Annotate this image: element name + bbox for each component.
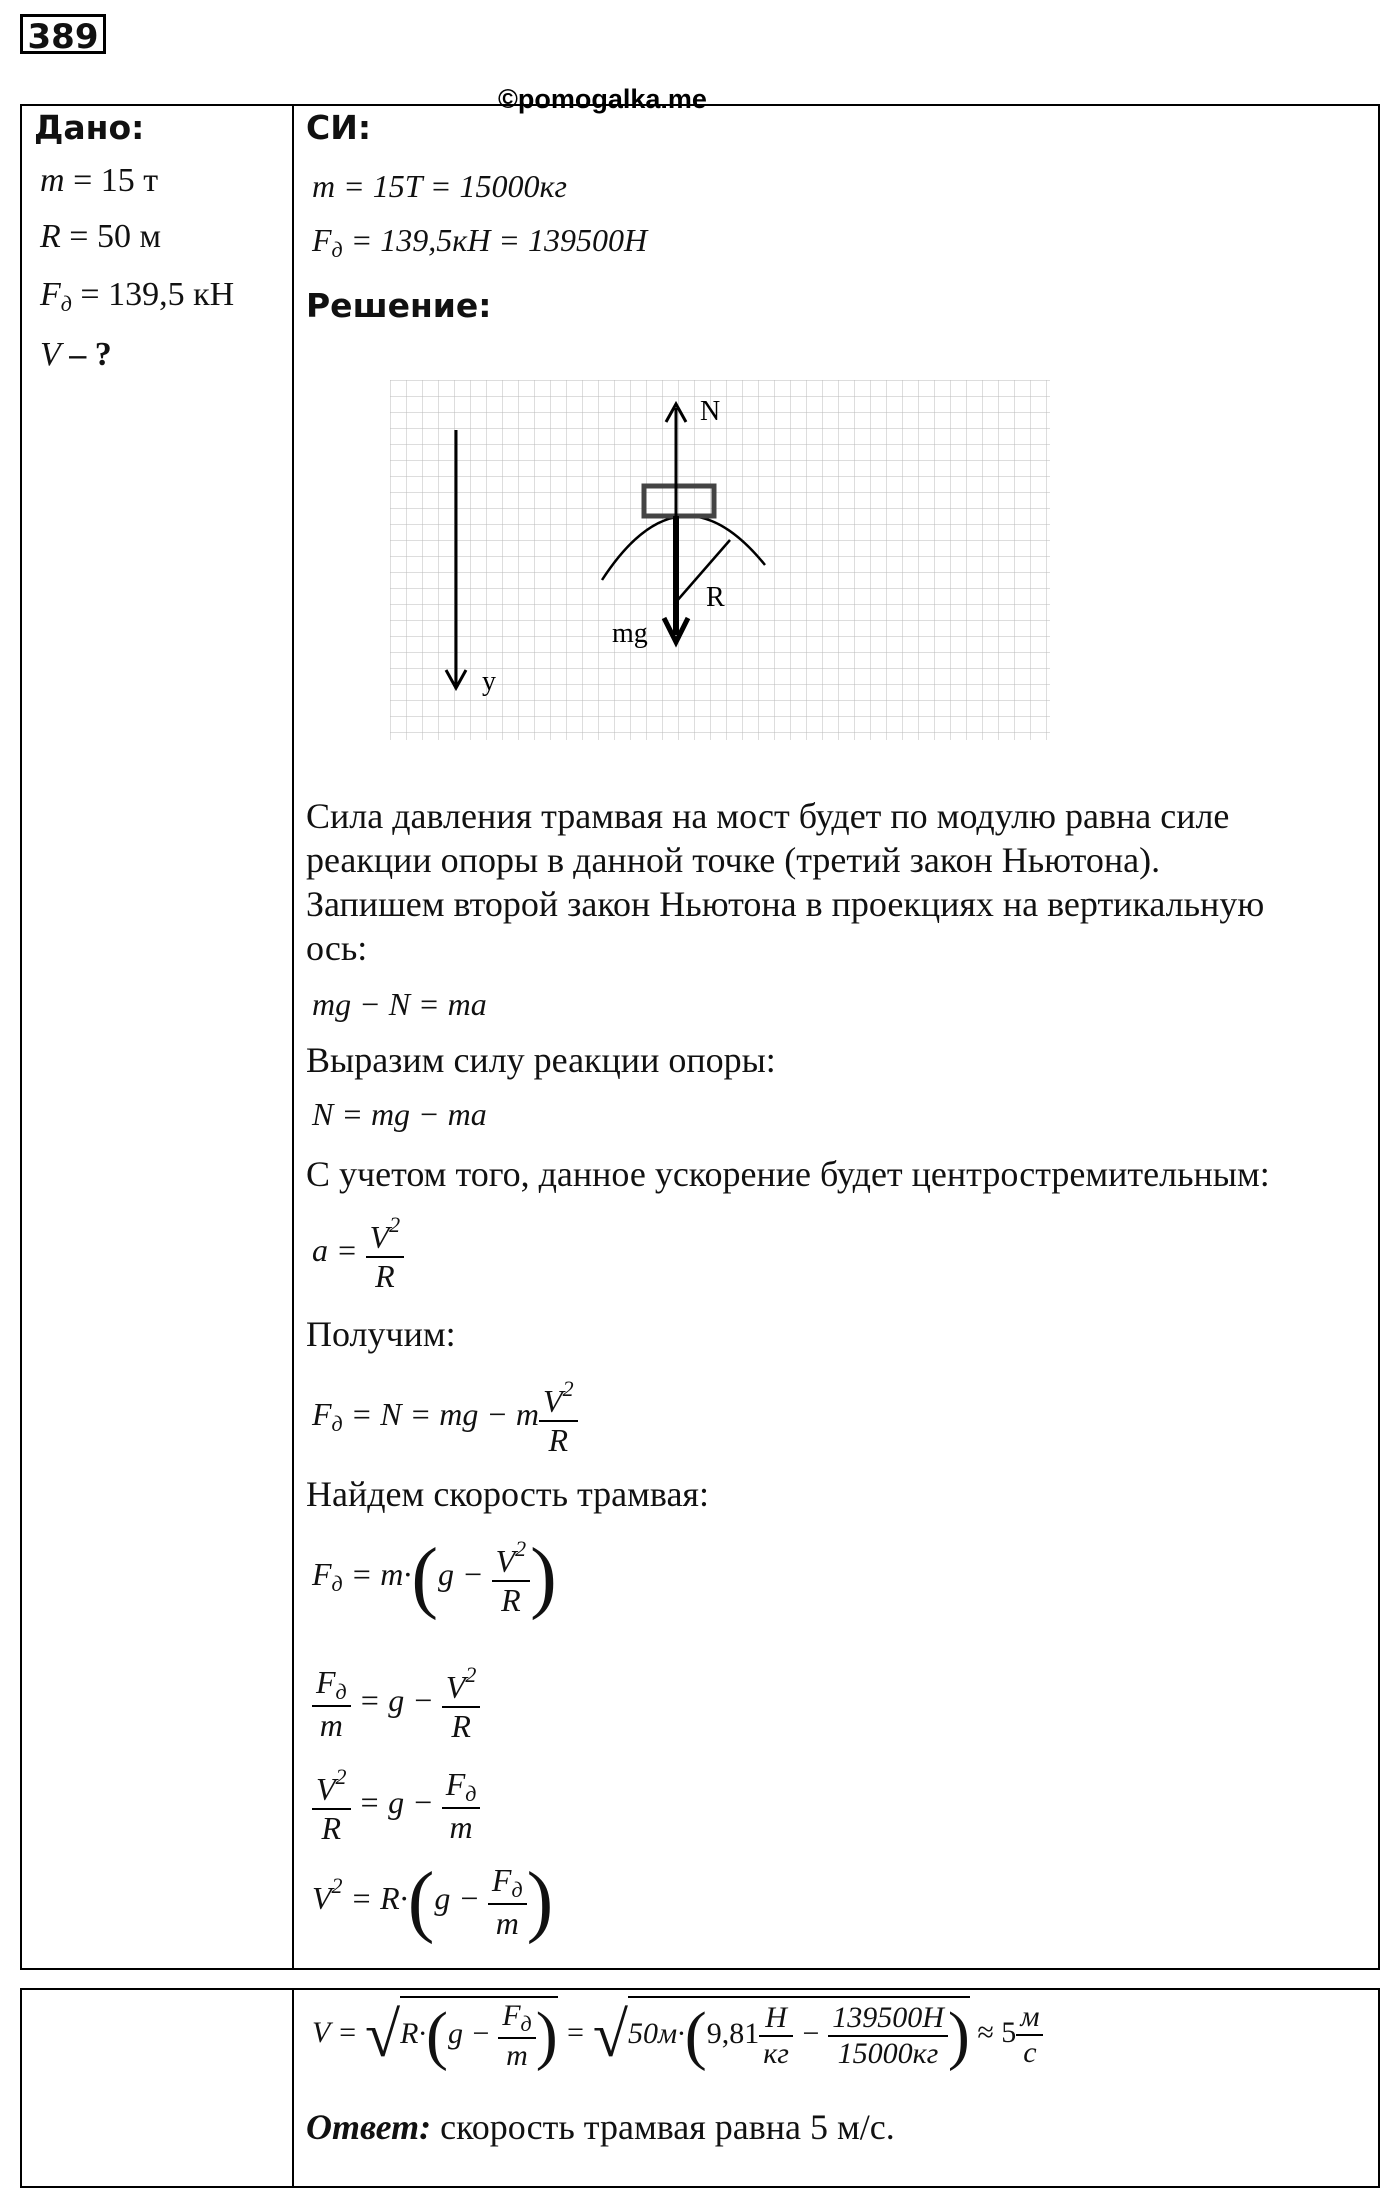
equation-3: $F_д = N$ = mg − m $\frac{V^2}{R}$ — [312, 1376, 578, 1459]
watermark: ©pomogalka.me — [498, 84, 707, 114]
equation-6: $\frac{V^2}{R}$ = g − $\frac{F_д}{m}$ — [312, 1764, 480, 1847]
given-radius: R = 50 м — [40, 218, 161, 255]
si-force: $F_д = 139,5кН = 139500Н$ — [312, 222, 648, 262]
equation-4: $F_д = m\cdot(g$ − $\frac{V^2}{R}$ ) — [312, 1533, 557, 1621]
answer-label: Ответ: — [306, 2107, 432, 2147]
text-centripetal: С учетом того, данное ускорение будет центростремительным: — [306, 1154, 1270, 1194]
n-label: N — [700, 396, 721, 427]
text-express-reaction: Выразим силу реакции опоры: — [306, 1040, 776, 1080]
final-equation: V = √R·(g − $\frac{F_д}{m}$ ) = √50м·(9,81 $\frac{Н}{кг}$ − $\frac{139500Н}{15000кг}$ ) ≈ 5 $\frac{м}{с}$ — [312, 1996, 1043, 2074]
text-obtain: Получим: — [306, 1314, 456, 1354]
paragraph-line-4: ось: — [306, 928, 368, 968]
si-heading: СИ: — [306, 108, 372, 147]
y-label: y — [482, 666, 496, 697]
equation-2: N = mg − ma — [312, 1096, 487, 1132]
mg-label: mg — [612, 618, 648, 649]
text-find-speed: Найдем скорость трамвая: — [306, 1474, 709, 1514]
force-diagram — [390, 380, 1070, 750]
column-divider — [292, 106, 294, 1968]
r-label: R — [706, 582, 725, 613]
equation-5: $\frac{F_д}{m}$ = g − $\frac{V^2}{R}$ — [312, 1662, 480, 1745]
given-heading: Дано: — [34, 108, 145, 147]
paragraph-line-2: реакции опоры в данной точке (третий закон Ньютона). — [306, 840, 1161, 880]
problem-number: 389 — [20, 14, 106, 54]
answer-line — [306, 2106, 895, 2148]
equation-7: $V^2 = R\cdot(g$ − $\frac{F_д}{m}$ ) — [312, 1857, 554, 1945]
equation-1: mg − N = ma — [312, 986, 487, 1022]
paragraph-line-3: Запишем второй закон Ньютона в проекциях на вертикальную — [306, 884, 1265, 924]
si-mass: m = 15T = 15000кг — [312, 168, 567, 204]
given-mass: m = 15 т — [40, 162, 159, 199]
equation-acceleration: a = $\frac{V^2}{R}$ — [312, 1212, 404, 1295]
paragraph-line-1: Сила давления трамвая на мост будет по модулю равна силе — [306, 796, 1230, 836]
solution-heading: Решение: — [306, 286, 492, 325]
given-force: $F_д = 139,5$ кН — [40, 276, 235, 316]
given-unknown: V – ? — [40, 336, 112, 373]
column-divider — [292, 1990, 294, 2186]
answer-text: скорость трамвая равна 5 м/с. — [431, 2107, 895, 2147]
